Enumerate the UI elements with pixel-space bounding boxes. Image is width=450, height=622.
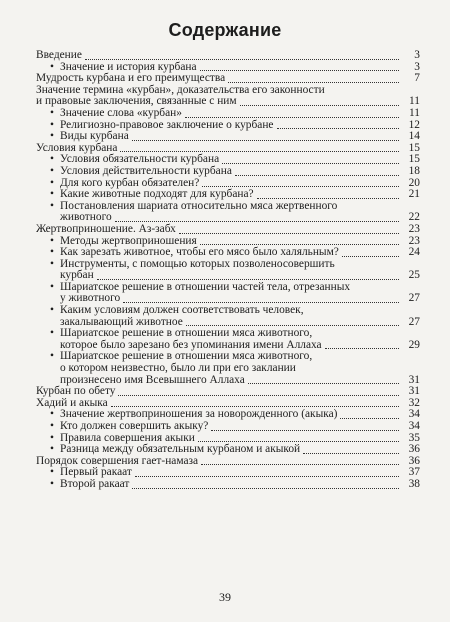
toc-page-number: 32 <box>408 396 420 409</box>
toc-entry-text: Порядок совершения гает-намаза <box>36 454 199 467</box>
toc-subentry[interactable] <box>36 328 420 351</box>
dot-leader <box>240 105 399 106</box>
dot-leader <box>132 140 399 141</box>
toc-entry-text: • Инструменты, с помощью которых позволеносовершить <box>60 257 335 270</box>
page-number: 39 <box>219 590 231 604</box>
toc-page-number: 3 <box>414 60 420 73</box>
toc-entry-text: • Первый ракаат <box>60 466 132 479</box>
toc-subentry[interactable] <box>36 166 420 178</box>
dot-leader <box>115 221 399 222</box>
toc-entry-text: Курбан по обету <box>36 385 116 398</box>
toc-page-number: 34 <box>408 408 420 421</box>
toc-subentry[interactable] <box>36 282 420 305</box>
toc-subentry[interactable] <box>36 479 420 491</box>
dot-leader <box>179 233 399 234</box>
toc-page-number: 37 <box>408 466 420 479</box>
toc-subentry[interactable] <box>36 189 420 201</box>
dot-leader <box>186 325 399 326</box>
toc-entry-text: • Значение и история курбана <box>60 60 197 73</box>
dot-leader <box>200 70 399 71</box>
toc-entry-text: • Каким условиям должен соответствовать человек, <box>60 304 304 317</box>
toc-entry-text: • Шариатское решение в отношении частей тела, отрезанных <box>60 280 351 293</box>
toc-entry-text: • Какие животные подходят для курбана? <box>60 188 254 201</box>
dot-leader <box>111 406 399 407</box>
toc-page-number: 14 <box>408 130 420 143</box>
toc-page-number: 31 <box>408 373 420 386</box>
toc-subentry[interactable] <box>36 131 420 143</box>
toc-entry[interactable] <box>36 50 420 62</box>
toc-subentry[interactable] <box>36 201 420 224</box>
toc-entry-text: • Виды курбана <box>60 130 129 143</box>
toc-page-number: 35 <box>408 431 420 444</box>
toc-entry-text: животного <box>60 211 112 224</box>
toc-entry-text: • Религиозно-правовое заключение о курбане <box>60 118 274 131</box>
toc-entry-text: у животного <box>60 292 121 305</box>
toc-entry-text: • Правила совершения акыки <box>60 431 195 444</box>
toc-page-number: 20 <box>408 176 420 189</box>
toc-entry-text: Жертвоприношение. Аз-забх <box>36 222 176 235</box>
dot-leader <box>228 82 399 83</box>
toc-entry-text: • Условия действительности курбана <box>60 164 232 177</box>
dot-leader <box>235 175 399 176</box>
dot-leader <box>201 464 399 465</box>
toc-subentry[interactable] <box>36 421 420 433</box>
toc-entry-text: Введение <box>36 49 82 61</box>
dot-leader <box>97 279 399 280</box>
toc-page-number: 22 <box>408 211 420 224</box>
toc-entry-text: • Условия обязательности курбана <box>60 153 220 166</box>
toc-page-number: 23 <box>408 234 420 247</box>
toc-entry-text: которое было зарезано без упоминания имени Аллаха <box>60 338 322 351</box>
dot-leader <box>120 151 399 152</box>
toc-entry-text: • Значение жертвоприношения за новорожденного (акыка) <box>60 408 338 421</box>
dot-leader <box>198 441 399 442</box>
toc-page-number: 36 <box>408 454 420 467</box>
toc-page-number: 24 <box>408 246 420 259</box>
toc-entry-text: • Для кого курбан обязателен? <box>60 176 200 189</box>
toc-page-number: 11 <box>409 95 420 108</box>
dot-leader <box>200 244 399 245</box>
toc-subentry[interactable] <box>36 247 420 259</box>
toc-entry-text: • Разница между обязательным курбаном и акыкой <box>60 443 301 456</box>
toc-entry-text: • Кто должен совершить акыку? <box>60 420 209 432</box>
toc-page-number: 36 <box>408 443 420 456</box>
toc-subentry[interactable] <box>36 259 420 282</box>
toc-page-number: 27 <box>408 315 420 328</box>
page-title: Содержание <box>168 20 282 40</box>
dot-leader <box>185 117 399 118</box>
toc-page-number: 31 <box>408 385 420 398</box>
toc-subentry[interactable] <box>36 351 420 386</box>
dot-leader <box>118 395 399 396</box>
toc-entry-text: • Значение слова «курбан» <box>60 106 182 119</box>
toc-entry-text: • Шариатское решение в отношении мяса животного, <box>60 327 313 340</box>
dot-leader <box>303 453 399 454</box>
dot-leader <box>340 418 399 419</box>
dot-leader <box>135 476 399 477</box>
toc-entry-text: Условия курбана <box>36 141 118 154</box>
toc-subentry[interactable] <box>36 108 420 120</box>
toc-entry[interactable] <box>36 224 420 236</box>
toc-entry[interactable] <box>36 85 420 108</box>
toc-entry-text: Значение термина «курбан», доказательства его законности <box>36 83 325 96</box>
toc-page-number: 23 <box>408 222 420 235</box>
toc-entry-text: о котором неизвестно, было ли при его заклании <box>60 362 296 375</box>
dot-leader <box>325 348 399 349</box>
toc-page-number: 34 <box>408 420 420 432</box>
dot-leader <box>222 163 399 164</box>
toc-entry-text: произнесено имя Всевышнего Аллаха <box>60 373 245 386</box>
dot-leader <box>248 383 399 384</box>
toc-entry-text: закалывающий животное <box>60 315 183 328</box>
toc-page-number: 3 <box>414 49 420 61</box>
toc-page-number: 15 <box>408 141 420 154</box>
toc-entry-text: курбан <box>60 269 94 282</box>
toc-entry-text: • Постановления шариата относительно мяса жертвенного <box>60 199 338 212</box>
dot-leader <box>277 128 400 129</box>
toc-page-number: 11 <box>409 106 420 119</box>
toc-entry-text: • Методы жертвоприношения <box>60 234 197 247</box>
toc-entry-text: • Шариатское решение в отношении мяса животного, <box>60 350 313 363</box>
toc-entry-text: и правовые заключения, связанные с ним <box>36 95 237 108</box>
toc-subentry[interactable] <box>36 305 420 328</box>
dot-leader <box>123 302 399 303</box>
dot-leader <box>211 430 399 431</box>
toc-page-number: 15 <box>408 153 420 166</box>
dot-leader <box>342 256 399 257</box>
toc-page-number: 25 <box>408 269 420 282</box>
toc-page-number: 27 <box>408 292 420 305</box>
toc-page-number: 7 <box>414 72 420 85</box>
dot-leader <box>257 198 399 199</box>
toc-page-number: 29 <box>408 338 420 351</box>
dot-leader <box>85 59 399 60</box>
toc-entry-text: • Второй ракаат <box>60 477 130 490</box>
toc-page-number: 21 <box>408 188 420 201</box>
toc-page-number: 38 <box>408 477 420 490</box>
toc-page-number: 12 <box>408 118 420 131</box>
dot-leader <box>202 186 399 187</box>
dot-leader <box>132 488 399 489</box>
toc-page-number: 18 <box>408 164 420 177</box>
table-of-contents <box>36 50 420 491</box>
toc-entry-text: Мудрость курбана и его преимущества <box>36 72 226 85</box>
toc-entry-text: Хадий и акыка <box>36 396 108 409</box>
toc-entry-text: • Как зарезать животное, чтобы его мясо было халяльным? <box>60 246 339 259</box>
